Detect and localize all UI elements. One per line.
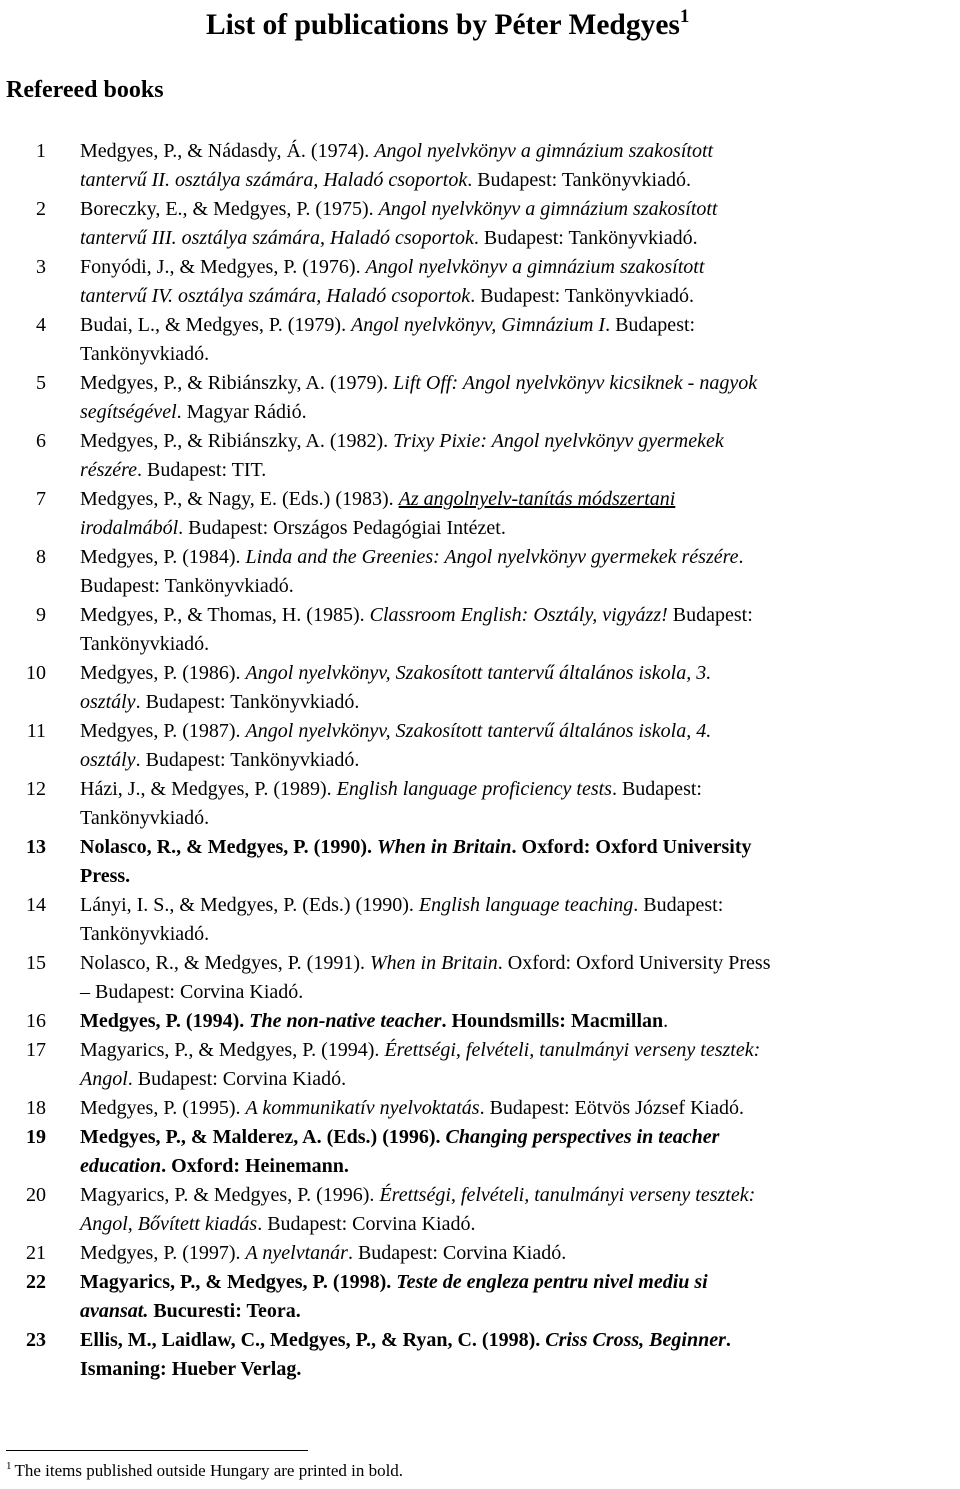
item-citation xyxy=(80,311,960,369)
citation-line xyxy=(80,630,960,659)
citation-segment: Medgyes, P., & Nagy, E. (Eds.) (1983). xyxy=(80,488,399,510)
citation-segment: . Budapest: Corvina Kiadó. xyxy=(127,1068,347,1090)
item-citation xyxy=(80,1007,960,1036)
item-number: 11 xyxy=(26,720,46,742)
citation-line xyxy=(80,456,960,485)
citation-segment: Fonyódi, J., & Medgyes, P. (1976). xyxy=(80,256,366,278)
citation-line xyxy=(80,601,960,630)
item-number: 7 xyxy=(36,488,46,510)
citation-title-segment: irodalmából xyxy=(80,517,179,539)
citation-line xyxy=(80,514,960,543)
citation-segment: . Magyar Rádió. xyxy=(176,401,307,423)
list-item xyxy=(0,427,960,485)
item-number: 9 xyxy=(36,604,46,626)
citation-line xyxy=(80,427,960,456)
citation-title-segment: osztály xyxy=(80,691,136,713)
citation-line xyxy=(80,659,960,688)
citation-title-segment: Angol nyelvkönyv a gimnázium szakosított xyxy=(378,198,718,220)
title-footnote-mark: 1 xyxy=(679,6,690,27)
citation-title-segment: When in Britain xyxy=(369,952,498,974)
list-item xyxy=(0,1123,960,1181)
citation-segment: . Budapest: Tankönyvkiadó. xyxy=(135,749,360,771)
list-item xyxy=(0,949,960,1007)
citation-line xyxy=(80,1065,960,1094)
citation-title-segment: tantervű III. osztálya számára, Haladó csoportok xyxy=(80,227,474,249)
item-citation xyxy=(80,1094,960,1123)
citation-line xyxy=(80,311,960,340)
citation-segment: . xyxy=(725,1329,731,1351)
citation-segment: . xyxy=(738,546,744,568)
citation-line xyxy=(80,1094,960,1123)
citation-segment: Házi, J., & Medgyes, P. (1989). xyxy=(80,778,337,800)
citation-title-segment: tantervű II. osztálya számára, Haladó csoportok xyxy=(80,169,468,191)
citation-title-segment: tantervű IV. osztálya számára, Haladó csoportok xyxy=(80,285,471,307)
item-citation xyxy=(80,833,960,891)
citation-segment: . Budapest: xyxy=(611,778,702,800)
item-number: 23 xyxy=(26,1329,46,1351)
list-item xyxy=(0,601,960,659)
citation-segment: Ellis, M., Laidlaw, C., Medgyes, P., & Ryan, C. (1998). xyxy=(80,1329,546,1351)
list-item xyxy=(0,717,960,775)
citation-segment: Medgyes, P., & Ribiánszky, A. (1979). xyxy=(80,372,394,394)
citation-segment: . Budapest: Országos Pedagógiai Intézet. xyxy=(178,517,506,539)
citation-segment: . xyxy=(663,1010,669,1032)
item-citation xyxy=(80,485,960,543)
citation-line xyxy=(80,804,960,833)
item-number: 4 xyxy=(36,314,46,336)
list-item xyxy=(0,1094,960,1123)
citation-line xyxy=(80,1239,960,1268)
item-number: 8 xyxy=(36,546,46,568)
item-citation xyxy=(80,253,960,311)
citation-segment: . Budapest: Tankönyvkiadó. xyxy=(135,691,360,713)
citation-line xyxy=(80,485,960,514)
citation-line xyxy=(80,1181,960,1210)
title-text: List of publications by Péter Medgyes xyxy=(206,9,680,41)
citation-segment: Budai, L., & Medgyes, P. (1979). xyxy=(80,314,352,336)
citation-line xyxy=(80,1355,960,1384)
citation-title-segment: A nyelvtanár xyxy=(245,1242,348,1264)
citation-segment: Tankönyvkiadó. xyxy=(80,923,210,945)
citation-title-segment: Angol xyxy=(80,1068,128,1090)
item-citation xyxy=(80,195,960,253)
citation-title-segment: Angol nyelvkönyv a gimnázium szakosított xyxy=(374,140,714,162)
citation-segment: . Budapest: Eötvös József Kiadó. xyxy=(479,1097,744,1119)
item-citation xyxy=(80,1326,960,1384)
citation-title-segment: Criss Cross, Beginner xyxy=(545,1329,726,1351)
item-number: 15 xyxy=(26,952,46,974)
section-heading: Refereed books xyxy=(6,77,164,103)
citation-title-segment: Angol nyelvkönyv, Szakosított tantervű általános iskola, 4. xyxy=(245,720,712,742)
item-citation xyxy=(80,601,960,659)
citation-line xyxy=(80,166,960,195)
citation-line xyxy=(80,224,960,253)
item-citation xyxy=(80,775,960,833)
item-citation xyxy=(80,949,960,1007)
citation-title-segment: English language proficiency tests xyxy=(336,778,612,800)
citation-title-segment: Érettségi, felvételi, tanulmányi verseny tesztek: xyxy=(384,1039,761,1061)
item-number: 18 xyxy=(26,1097,46,1119)
publication-list xyxy=(0,137,960,1384)
citation-title-segment: Az angolnyelv-tanítás módszertani xyxy=(398,488,676,510)
list-item xyxy=(0,195,960,253)
citation-line xyxy=(80,949,960,978)
footnote-text: The items published outside Hungary are printed in bold. xyxy=(14,1461,404,1480)
item-number: 13 xyxy=(26,836,46,858)
citation-segment: Magyarics, P. & Medgyes, P. (1996). xyxy=(80,1184,380,1206)
footnote xyxy=(6,1460,403,1484)
item-number: 12 xyxy=(26,778,46,800)
citation-title-segment: Linda and the Greenies: Angol nyelvkönyv gyermekek részére xyxy=(245,546,739,568)
citation-title-segment: Angol nyelvkönyv, Szakosított tantervű általános iskola, 3. xyxy=(245,662,712,684)
item-citation xyxy=(80,427,960,485)
citation-segment: Tankönyvkiadó. xyxy=(80,807,210,829)
item-citation xyxy=(80,369,960,427)
citation-segment: Magyarics, P., & Medgyes, P. (1994). xyxy=(80,1039,385,1061)
citation-line xyxy=(80,137,960,166)
item-number: 22 xyxy=(26,1271,46,1293)
citation-segment: . Oxford: Oxford University Press xyxy=(497,952,771,974)
item-number: 1 xyxy=(36,140,46,162)
citation-title-segment: When in Britain xyxy=(377,836,512,858)
citation-segment: Tankönyvkiadó. xyxy=(80,633,210,655)
citation-title-segment: Angol, Bővített kiadás xyxy=(80,1213,258,1235)
citation-line xyxy=(80,1007,960,1036)
item-number: 5 xyxy=(36,372,46,394)
item-citation xyxy=(80,717,960,775)
citation-segment: Lányi, I. S., & Medgyes, P. (Eds.) (1990). xyxy=(80,894,419,916)
item-number: 3 xyxy=(36,256,46,278)
citation-line xyxy=(80,398,960,427)
page-title xyxy=(206,4,689,50)
item-citation xyxy=(80,137,960,195)
citation-title-segment: segítségével xyxy=(80,401,177,423)
citation-line xyxy=(80,978,960,1007)
citation-line xyxy=(80,717,960,746)
citation-line xyxy=(80,1152,960,1181)
item-number: 16 xyxy=(26,1010,46,1032)
item-number: 10 xyxy=(26,662,46,684)
list-item xyxy=(0,1007,960,1036)
citation-title-segment: Érettségi, felvételi, tanulmányi verseny tesztek: xyxy=(379,1184,756,1206)
citation-line xyxy=(80,543,960,572)
footnote-mark: 1 xyxy=(6,1460,12,1472)
citation-line xyxy=(80,833,960,862)
citation-line xyxy=(80,1210,960,1239)
list-item xyxy=(0,775,960,833)
list-item xyxy=(0,137,960,195)
citation-title-segment: avansat. xyxy=(80,1300,149,1322)
citation-line xyxy=(80,862,960,891)
citation-segment: Medgyes, P. (1987). xyxy=(80,720,246,742)
item-number: 20 xyxy=(26,1184,46,1206)
item-number: 17 xyxy=(26,1039,46,1061)
citation-segment: Medgyes, P., & Malderez, A. (Eds.) (1996). xyxy=(80,1126,446,1148)
citation-segment: Press. xyxy=(80,865,131,887)
item-citation xyxy=(80,1036,960,1094)
citation-segment: . Budapest: Corvina Kiadó. xyxy=(257,1213,476,1235)
citation-line xyxy=(80,920,960,949)
citation-line xyxy=(80,340,960,369)
citation-title-segment: Angol nyelvkönyv a gimnázium szakosított xyxy=(365,256,705,278)
citation-segment: Bucuresti: Teora. xyxy=(148,1300,301,1322)
citation-segment: Medgyes, P. (1984). xyxy=(80,546,246,568)
citation-segment: Boreczky, E., & Medgyes, P. (1975). xyxy=(80,198,379,220)
citation-title-segment: Teste de engleza pentru nivel mediu si xyxy=(396,1271,708,1293)
citation-title-segment: Lift Off: Angol nyelvkönyv kicsiknek - nagyok xyxy=(393,372,758,394)
citation-segment: Medgyes, P. (1995). xyxy=(80,1097,246,1119)
citation-segment: Budapest: xyxy=(667,604,753,626)
item-citation xyxy=(80,891,960,949)
citation-line xyxy=(80,1268,960,1297)
citation-segment: Magyarics, P., & Medgyes, P. (1998). xyxy=(80,1271,397,1293)
citation-title-segment: English language teaching xyxy=(418,894,634,916)
citation-segment: Tankönyvkiadó. xyxy=(80,343,210,365)
citation-title-segment: education xyxy=(80,1155,162,1177)
citation-segment: – Budapest: Corvina Kiadó. xyxy=(80,981,304,1003)
citation-line xyxy=(80,775,960,804)
citation-line xyxy=(80,1326,960,1355)
citation-title-segment: A kommunikatív nyelvoktatás xyxy=(245,1097,480,1119)
citation-title-segment: Trixy Pixie: Angol nyelvkönyv gyermekek xyxy=(393,430,724,452)
list-item xyxy=(0,253,960,311)
item-number: 6 xyxy=(36,430,46,452)
item-citation xyxy=(80,1239,960,1268)
citation-segment: Nolasco, R., & Medgyes, P. (1991). xyxy=(80,952,370,974)
list-item xyxy=(0,659,960,717)
list-item xyxy=(0,485,960,543)
citation-segment: . Budapest: xyxy=(633,894,724,916)
list-item xyxy=(0,1326,960,1384)
item-number: 19 xyxy=(26,1126,46,1148)
citation-line xyxy=(80,746,960,775)
citation-segment: . Oxford: Oxford University xyxy=(511,836,752,858)
item-citation xyxy=(80,1268,960,1326)
citation-line xyxy=(80,1297,960,1326)
item-number: 2 xyxy=(36,198,46,220)
citation-title-segment: osztály xyxy=(80,749,136,771)
citation-title-segment: The non-native teacher xyxy=(249,1010,442,1032)
citation-line xyxy=(80,282,960,311)
item-citation xyxy=(80,1181,960,1239)
citation-title-segment: Classroom English: Osztály, vigyázz! xyxy=(369,604,668,626)
citation-segment: . Budapest: xyxy=(605,314,696,336)
citation-line xyxy=(80,572,960,601)
citation-segment: . Oxford: Heinemann. xyxy=(161,1155,349,1177)
citation-segment: Medgyes, P., & Thomas, H. (1985). xyxy=(80,604,370,626)
citation-segment: Ismaning: Hueber Verlag. xyxy=(80,1358,302,1380)
item-citation xyxy=(80,543,960,601)
list-item xyxy=(0,1181,960,1239)
list-item xyxy=(0,369,960,427)
citation-line xyxy=(80,253,960,282)
item-number: 21 xyxy=(26,1242,46,1264)
citation-title-segment: részére xyxy=(80,459,138,481)
citation-segment: . Budapest: TIT. xyxy=(137,459,267,481)
list-item xyxy=(0,1268,960,1326)
list-item xyxy=(0,1036,960,1094)
citation-title-segment: Changing perspectives in teacher xyxy=(445,1126,720,1148)
citation-line xyxy=(80,688,960,717)
citation-line xyxy=(80,1123,960,1152)
list-item xyxy=(0,891,960,949)
list-item xyxy=(0,1239,960,1268)
list-item xyxy=(0,311,960,369)
citation-segment: Medgyes, P., & Nádasdy, Á. (1974). xyxy=(80,140,375,162)
item-number: 14 xyxy=(26,894,46,916)
citation-line xyxy=(80,195,960,224)
citation-segment: . Budapest: Tankönyvkiadó. xyxy=(470,285,694,307)
citation-segment: Medgyes, P. (1997). xyxy=(80,1242,246,1264)
citation-segment: Budapest: Tankönyvkiadó. xyxy=(80,575,294,597)
list-item xyxy=(0,543,960,601)
citation-segment: . Houndsmills: Macmillan xyxy=(441,1010,664,1032)
citation-segment: . Budapest: Tankönyvkiadó. xyxy=(473,227,698,249)
citation-line xyxy=(80,1036,960,1065)
item-citation xyxy=(80,1123,960,1181)
citation-segment: . Budapest: Corvina Kiadó. xyxy=(347,1242,567,1264)
citation-segment: Medgyes, P., & Ribiánszky, A. (1982). xyxy=(80,430,394,452)
citation-segment: Nolasco, R., & Medgyes, P. (1990). xyxy=(80,836,378,858)
citation-line xyxy=(80,891,960,920)
citation-segment: Medgyes, P. (1994). xyxy=(80,1010,250,1032)
citation-segment: . Budapest: Tankönyvkiadó. xyxy=(467,169,691,191)
citation-line xyxy=(80,369,960,398)
footnote-divider xyxy=(6,1450,308,1451)
list-item xyxy=(0,833,960,891)
citation-title-segment: Angol nyelvkönyv, Gimnázium I xyxy=(351,314,606,336)
citation-segment: Medgyes, P. (1986). xyxy=(80,662,246,684)
item-citation xyxy=(80,659,960,717)
